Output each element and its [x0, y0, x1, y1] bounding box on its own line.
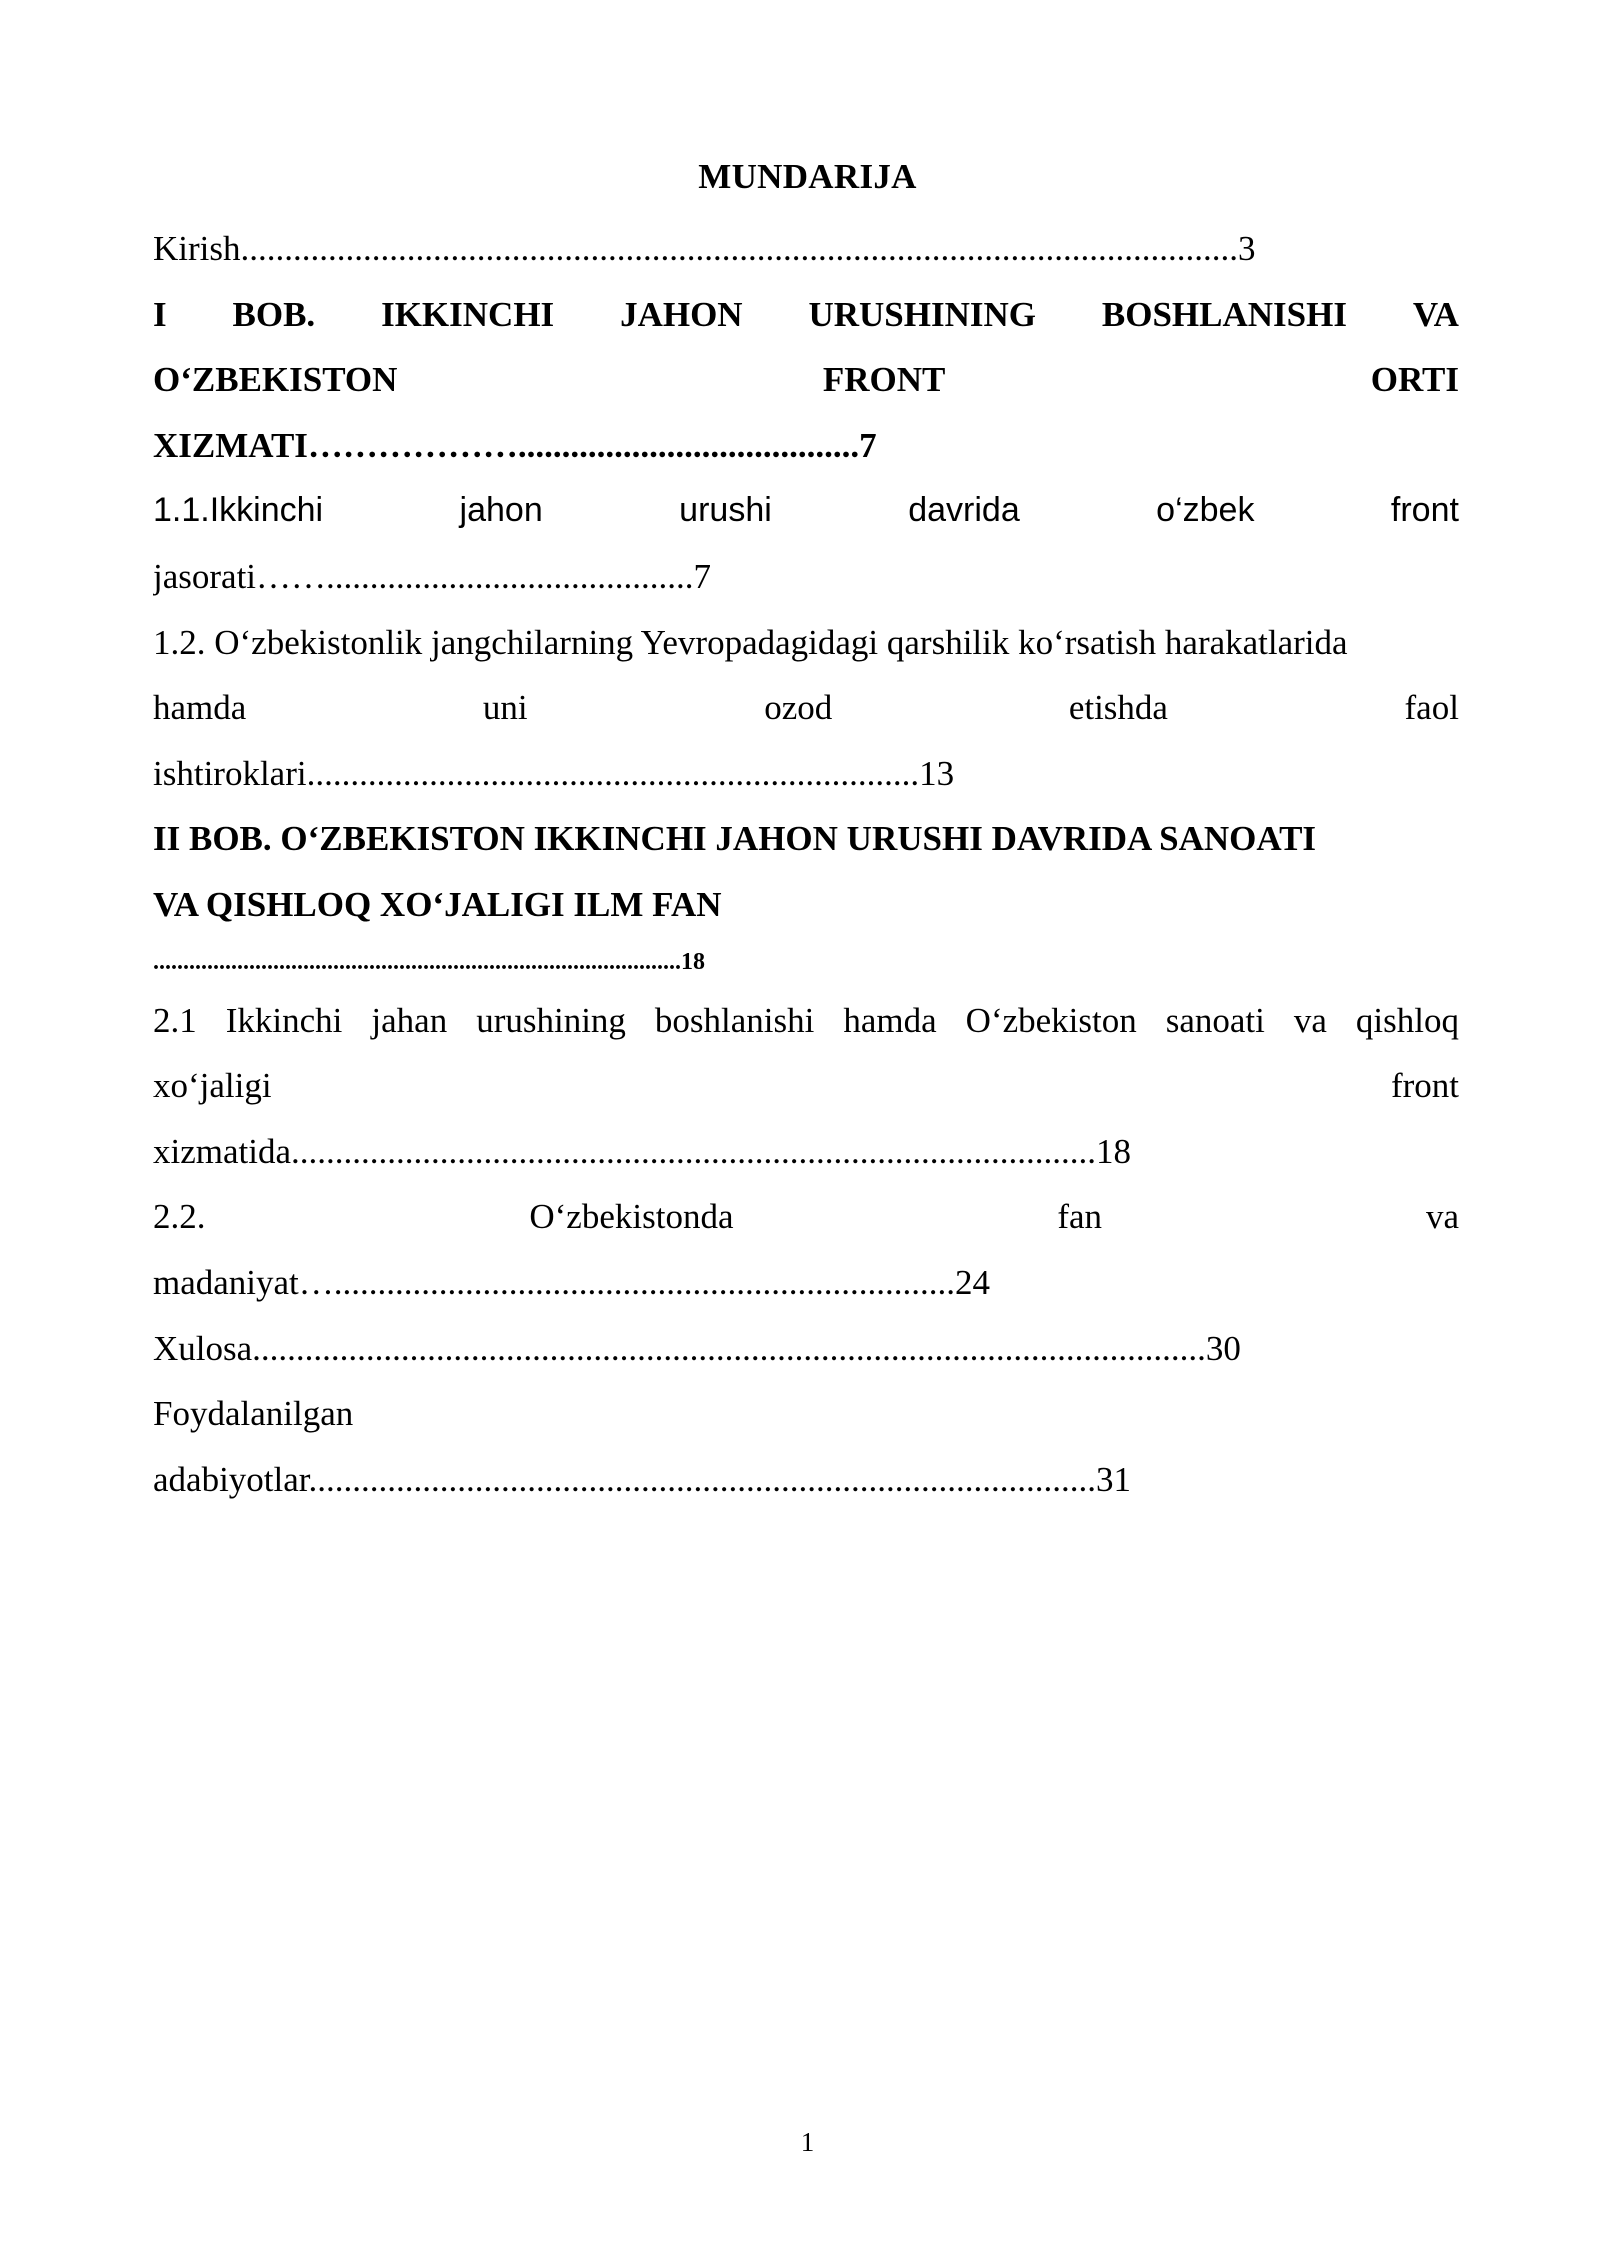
- toc-word: jahon: [459, 491, 543, 530]
- toc-section-1-2-line-1: 1.2. O‘zbekistonlik jangchilarning Yevropadagidagi qarshilik ko‘rsatish harakatlarida: [153, 622, 1348, 662]
- toc-chapter-1-heading-line-2: [153, 347, 1459, 413]
- toc-section-1-1-line-1: [153, 478, 1459, 544]
- toc-word: BOB.: [232, 294, 316, 334]
- toc-entry-xulosa: Xulosa.............................................................................................................30: [153, 1328, 1241, 1368]
- toc-word: davrida: [908, 491, 1020, 530]
- toc-word: uni: [482, 688, 528, 728]
- toc-word: xo‘jaligi: [153, 1066, 272, 1106]
- toc-section-1-2-line-3: ishtiroklari......................................................................13: [153, 753, 955, 793]
- toc-word: O‘zbekistonda: [529, 1197, 734, 1237]
- toc-chapter-2-heading-line-2: VA QISHLOQ XO‘JALIGI ILM FAN: [153, 884, 722, 924]
- toc-word: etishda: [1068, 688, 1168, 728]
- toc-section-2-2-line-2: madaniyat….......................................................................24: [153, 1262, 991, 1302]
- toc-word: 2.2.: [153, 1197, 206, 1237]
- toc-word: BOSHLANISHI: [1101, 294, 1347, 334]
- table-of-contents: [153, 216, 1459, 1512]
- toc-word: faol: [1404, 688, 1459, 728]
- toc-chapter-2-heading-line-1: II BOB. O‘ZBEKISTON IKKINCHI JAHON URUSHI DAVRIDA SANOATI: [153, 819, 1317, 859]
- toc-chapter-1-heading-line-1: [153, 282, 1459, 348]
- toc-entry-kirish: Kirish..................................................................................................................3: [153, 229, 1256, 268]
- toc-word: ORTI: [1370, 360, 1459, 400]
- toc-word: URUSHINING: [808, 294, 1036, 334]
- toc-word: FRONT: [822, 360, 946, 400]
- toc-word: front: [1390, 491, 1459, 530]
- toc-word: va: [1425, 1197, 1459, 1237]
- toc-section-1-1-line-2: jasorati……..........................................7: [153, 556, 712, 596]
- toc-chapter-2-heading-line-3: ........................................................................................18: [153, 948, 705, 975]
- toc-word: O‘ZBEKISTON: [153, 360, 398, 400]
- toc-section-1-2-line-2: [153, 675, 1459, 741]
- toc-entry-adabiyotlar-line-2: adabiyotlar..........................................................................................31: [153, 1459, 1132, 1499]
- toc-section-2-1-line-3: xizmatida............................................................................................18: [153, 1131, 1132, 1171]
- toc-word: 1.1.Ikkinchi: [153, 491, 324, 530]
- toc-entry-adabiyotlar-line-1: Foydalanilgan: [153, 1394, 354, 1434]
- toc-word: IKKINCHI: [381, 294, 555, 334]
- toc-word: urushi: [679, 491, 772, 530]
- toc-section-2-1-line-1: 2.1 Ikkinchi jahan urushining boshlanishi hamda O‘zbekiston sanoati va qishloq: [153, 1000, 1459, 1040]
- toc-word: VA: [1412, 294, 1459, 334]
- page-title: MUNDARIJA: [698, 157, 917, 196]
- toc-section-2-2-line-1: [153, 1184, 1459, 1250]
- page-number: 1: [800, 2127, 815, 2157]
- toc-word: hamda: [153, 688, 247, 728]
- toc-word: ozod: [764, 688, 833, 728]
- toc-word: JAHON: [620, 294, 743, 334]
- toc-word: I: [153, 294, 167, 334]
- toc-section-2-1-line-1-wrap: [153, 988, 1459, 1054]
- toc-word: front: [1390, 1066, 1459, 1106]
- toc-chapter-1-heading-line-3: XIZMATI……………….......................................7: [153, 425, 877, 465]
- toc-word: o‘zbek: [1156, 491, 1255, 530]
- toc-word: fan: [1057, 1197, 1103, 1237]
- toc-section-2-1-line-2: [153, 1053, 1459, 1119]
